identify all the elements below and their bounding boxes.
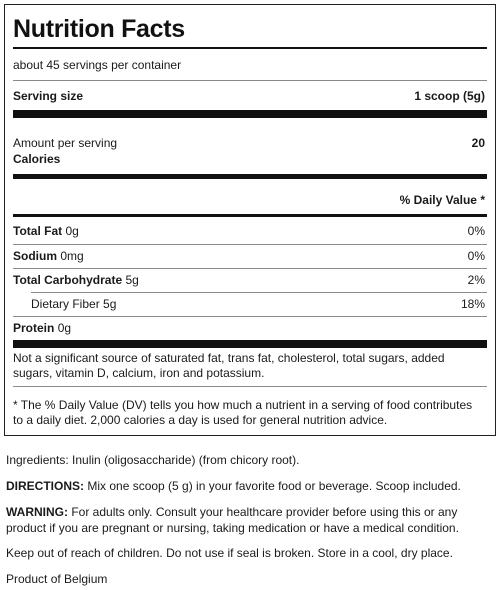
divider [31, 292, 487, 293]
warning-label: WARNING: [6, 505, 68, 519]
serving-size-value: 1 scoop (5g) [414, 89, 485, 103]
daily-value-header: % Daily Value * [399, 193, 485, 207]
nutrient-amount: 0g [65, 224, 79, 238]
thick-rule [13, 340, 487, 348]
nutrient-amount: 0mg [60, 249, 84, 263]
storage-text: Keep out of reach of children. Do not use if seal is broken. Store in a cool, dry place. [6, 546, 453, 560]
directions-text [6, 478, 494, 494]
ingredients-text: Ingredients: Inulin (oligosaccharide) (from chicory root). [6, 453, 300, 467]
nutrient-dv: 0% [467, 224, 485, 238]
serving-size-label: Serving size [13, 89, 84, 103]
nutrient-name: Sodium [13, 249, 57, 263]
nutrient-row-protein [13, 321, 71, 336]
divider [13, 80, 487, 81]
calories-value: 20 [471, 136, 485, 150]
nutrient-amount: 5g [103, 297, 117, 311]
warning-text [6, 504, 494, 536]
calories-label: Calories [13, 152, 61, 166]
nutrient-row-sodium [13, 249, 84, 264]
divider [13, 316, 487, 317]
panel-title: Nutrition Facts [13, 15, 185, 43]
nutrient-name: Total Carbohydrate [13, 273, 123, 287]
nutrient-dv: 18% [460, 297, 485, 311]
amount-per-serving: Amount per serving [13, 136, 118, 150]
title-rule [13, 47, 487, 49]
nutrient-amount: 5g [125, 273, 139, 287]
nutrient-name: Total Fat [13, 224, 63, 238]
directions-label: DIRECTIONS: [6, 479, 84, 493]
thick-rule [13, 110, 487, 118]
nutrient-row-dietary-fiber [31, 297, 116, 312]
nutrient-name: Dietary Fiber [31, 297, 100, 311]
directions-body: Mix one scoop (5 g) in your favorite food or beverage. Scoop included. [87, 479, 461, 493]
nutrient-amount: 0g [57, 321, 72, 335]
nutrition-facts-panel [4, 4, 496, 436]
medium-rule [13, 174, 487, 179]
nutrient-row-total-fat [13, 224, 79, 239]
divider [13, 244, 487, 245]
servings-per-container: about 45 servings per container [13, 58, 182, 72]
daily-value-footnote: * The % Daily Value (DV) tells you how much a nutrient in a serving of food contributes to a daily diet. 2,000 calories a day is used for general nutrition advice. [13, 398, 473, 427]
divider [13, 268, 487, 269]
divider [13, 386, 487, 387]
nutrient-name: Protein [13, 321, 55, 335]
warning-body: For adults only. Consult your healthcare provider before using this or any product if you are pregnant or nursing, taking medication or have a medical condition. [6, 505, 459, 535]
not-significant-source-note: Not a significant source of saturated fat, trans fat, cholesterol, total sugars, added sugars, vitamin D, calcium, iron and potassium. [13, 351, 445, 380]
nutrient-row-total-carbohydrate [13, 273, 139, 288]
nutrient-dv: 0% [467, 249, 485, 263]
nutrient-dv: 2% [467, 273, 485, 287]
daily-value-rule [13, 214, 487, 217]
origin-text: Product of Belgium [6, 572, 108, 586]
